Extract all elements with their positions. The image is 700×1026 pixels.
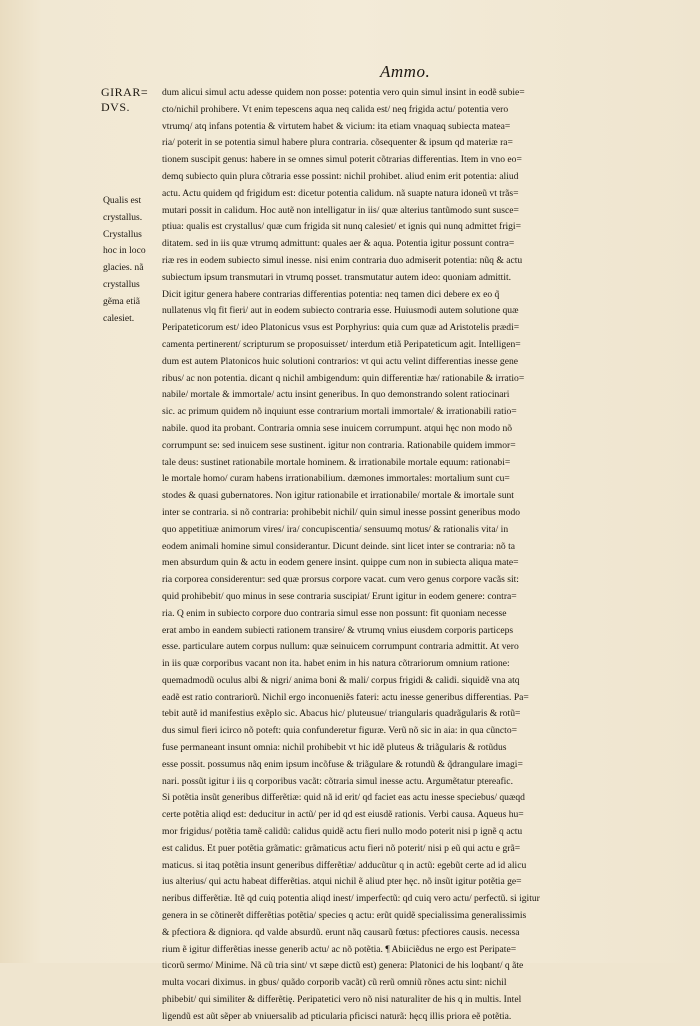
margin-author-line: GIRAR= [101, 85, 149, 99]
body-line: tale deus: sustinet rationabile mortale hominem. & irrationabile mortale equum: rationabi= [162, 456, 511, 468]
body-line: nabile. quod ita probant. Contraria omnia sese inuicem corrumpunt. atqui hęc non modo nõ [162, 422, 513, 434]
body-line: multa vocari diximus. in gbus/ quãdo corporib vacãt) cũ rerũ omniũ rõnes actu sint: nichil [162, 977, 507, 989]
body-line: dus simul fieri icirco nõ poteft: quia confunderetur figuræ. Verũ nõ sic in aia: in qua cũncto= [162, 725, 518, 737]
body-line: quo appetitiuæ animorum vires/ ira/ concupiscentia/ sensuumq motus/ & rationalis vita/ in [162, 523, 509, 535]
body-line: cto/nichil prohibere. Vt enim tepescens aqua neq calida est/ neq frigida actu/ potentia vero [162, 103, 509, 115]
body-line: ius alterius/ qui actu habeat differẽtias. atqui nichil ẽ aliud pter hęc. nõ insũt igitur potẽtia ge= [162, 876, 522, 888]
body-line: fuse permaneant insunt omnia: nichil prohibebit vt hic idẽ pluteus & triãgularis & rotũdus [162, 742, 507, 754]
body-text [162, 85, 656, 1026]
body-line: ria. Q enim in subiecto corpore duo contraria simul esse non possunt: fit quoniam necesse [162, 607, 507, 619]
body-line: subiectum ipsum transmutari in vtrumq posset. transmutatur autem ideo: quoniam admittit. [162, 271, 512, 283]
body-line: tebit autẽ id manifestius exẽplo sic. Abacus hic/ pluteusue/ triangularis quadrãgularis & rotũ= [162, 708, 521, 720]
margin-author-name [101, 85, 147, 115]
body-line: camenta pertinerent/ scripturum se proposuisset/ interdum etiã Peripateticum agit. Intelligen= [162, 338, 521, 350]
body-line: stodes & quasi gubernatores. Non igitur rationabile et irrationabile/ mortale & imortale sunt [162, 490, 514, 502]
body-line: certe potẽtia aliqd est: deducitur in actũ/ per id qd est eiusdẽ rationis. Verbi causa. Aqueus hu= [162, 809, 524, 821]
body-line: nullatenus vlq fit fieri/ aut in eodem subiecto contraria esse. Huiusmodi autem solutione quæ [162, 305, 519, 317]
margin-author-line: DVS. [101, 100, 131, 114]
body-line: nari. possũt igitur i iis q corporibus vacãt: cõtraria simul inesse actu. Argumẽtatur ptereafic. [162, 775, 513, 787]
margin-note-line: Qualis est [103, 195, 142, 206]
body-line: Si potẽtia insũt generibus differẽtiæ: quid nã id erit/ qd faciet eas actu inesse speciebus/ quæqd [162, 792, 525, 804]
body-line: dum est autem Platonicos huic solutioni contrarios: vt qui actu velint differentias inesse gene [162, 355, 519, 367]
body-line: ria corporea considerentur: sed quæ prorsus corpore vacat. cum vero genus corpore vacãs sit: [162, 574, 519, 586]
margin-note-line: glacies. nã [103, 262, 144, 274]
body-line: ribus/ ac non potentia. dicant q nichil ambigendum: quin differentiæ hæ/ rationabile & irratio= [162, 372, 525, 384]
body-line: neribus differẽtiæ. Itẽ qd cuiq potentia aliqd inest/ imperfectũ: qd cuiq vero actu/ perfectũ. si igitur [162, 893, 540, 905]
margin-note-line: calesiet. [103, 312, 135, 324]
body-line: Dicit igitur genera habere contrarias differentias potentia: neq tamen dici debere ex eo q̃ [162, 288, 500, 300]
margin-note-line: crystallus [103, 278, 140, 290]
body-line: est calidus. Et puer potẽtia grãmatic: grãmaticus actu fieri nõ poterit/ nisi p eũ qui actu e grã= [162, 842, 521, 854]
body-line: corrumpunt se: sed inuicem sese sustinent. igitur non contraria. Rationabile quidem immor= [162, 439, 516, 451]
margin-note-line: Crystallus [103, 228, 142, 240]
body-line: tionem suscipit genus: habere in se omnes simul poterit cõtrarias differentias. Item in vno eo= [162, 154, 522, 166]
body-line: & pfectiora & digniora. qd valde absurdũ. erunt nãq causarũ fœtus: pfectiores causis. necessa [162, 926, 520, 938]
body-line: in iis quæ corporibus vacant non ita. habet enim in his natura cõtrariorum omnium ratione: [162, 658, 510, 670]
margin-note-line: hoc in loco [103, 245, 146, 257]
body-line: esse possit. possumus nãq enim ipsum incõfuse & triãgulare & rotundũ & q̃drangulare imagi= [162, 758, 523, 770]
body-line: le mortale homo/ curam habens irrationabilium. dæmones immortales: mortalium sunt cu= [162, 473, 510, 485]
body-line: erat ambo in eandem subiecti rationem transire/ & vtrumq vnius eiusdem corporis particeps [162, 624, 514, 636]
body-line: maticus. si itaq potẽtia insunt generibus differẽtiæ/ adducũtur q in actũ: egebũt certe ad id alicu [162, 859, 527, 871]
body-line: ligendũ est aũt sẽper ab vniuersalib ad pticularia pficisci naturã: hęcq illis priora eẽ potẽtia. [162, 1010, 512, 1022]
body-line: phibebit/ qui similiter & differẽtię. Peripatetici vero nõ nisi naturaliter de his q in multis. Intel [162, 994, 522, 1006]
body-line: ria/ poterit in se potentia simul habere plura contraria. cõsequenter & ipsum qd materiæ ra= [162, 137, 513, 149]
body-line: esse. particulare autem corpus nullum: quæ seinuicem corrumpunt contraria admittit. At vero [162, 641, 519, 653]
body-line: demq subiecto quin plura cõtraria esse possint: nichil prohibet. aliud enim erit potentia: aliud [162, 170, 519, 182]
body-line: ptiua: qualis est crystallus/ quæ cum frigida sit nunq calesiet/ et ignis qui nunq admittet frigi= [162, 221, 521, 233]
body-line: Peripateticorum est/ ideo Platonicus vsus est Porphyrius: quia cum quæ ad Aristotelis prædi= [162, 322, 520, 334]
body-line: eodem animali homine simul considerantur. Dicunt deinde. sint licet inter se contraria: nõ ta [162, 540, 516, 552]
body-line: sic. ac primum quidem nõ inquiunt esse contrarium mortali immortale/ & irrationabili ratio= [162, 406, 517, 418]
margin-note [103, 193, 153, 327]
body-line: mutari possit in calidum. Hoc autẽ non intelligatur in iis/ quæ alterius tantũmodo sunt susce= [162, 204, 519, 216]
margin-note-line: gẽma etiã [103, 295, 141, 307]
body-line: dum alicui simul actu adesse quidem non posse: potentia vero quin simul insint in eodẽ subie= [162, 87, 525, 98]
body-line: quemadmodũ oculus albi & nigri/ anima boni & mali/ corpus frigidi & calidi. siquidẽ vna atq [162, 674, 520, 686]
body-line: vtrumq/ atq infans potentia & virtutem habet & vicium: ita etiam vnaquaq subiecta matea= [162, 120, 511, 132]
body-line: ticorũ sermo/ Minime. Nã cũ tria sint/ vt sæpe dictũ est) genera: Platonici de his loqbant/ q ãte [162, 960, 524, 972]
body-line: quid prohibebit/ quo minus in sese contraria suscipiat/ Erunt igitur in eodem genere: contra= [162, 590, 517, 602]
body-line: genera in se cõtinerẽt differẽtias potẽtia/ species q actu: erũt quidẽ specialissima generalissimis [162, 910, 527, 922]
body-line: ditatem. sed in iis quæ vtrumq admittunt: quales aer & aqua. Potentia igitur possunt contra= [162, 238, 515, 250]
body-line: rium ẽ igitur differẽtias inesse generib actu/ ac nõ potẽtia. ¶ Abiiciẽdus ne ergo est Peripate= [162, 943, 517, 955]
margin-note-line: crystallus. [103, 211, 143, 223]
body-line: inter se contraria. si nõ contraria: prohibebit nichil/ quin simul inesse possint generibus modo [162, 506, 521, 518]
body-line: nabile/ mortale & immortale/ actu insint generibus. In quo demonstrando solent ratiocinari [162, 389, 510, 401]
body-line: mor frigidus/ potẽtia tamẽ calidũ: calidus quidẽ actu fieri nullo modo poterit nisi p ignẽ q actu [162, 826, 523, 838]
body-line: riæ res in eodem subiecto simul inesse. nisi enim contraria duo admiserit potentia: nũq & actu [162, 254, 523, 266]
body-line: men absurdum quin & actu in eodem genere insint. quippe cum non in subiecta aliqua mate= [162, 557, 519, 569]
body-line: actu. Actu quidem qd frigidum est: dicetur potentia calidum. nã suapte natura idoneũ vt trãs= [162, 187, 519, 199]
running-head: Ammo. [380, 62, 431, 81]
body-line: eadẽ est ratio contrariorũ. Nichil ergo inconueniẽs fateri: actu inesse generibus differentias. Pa= [162, 691, 529, 703]
